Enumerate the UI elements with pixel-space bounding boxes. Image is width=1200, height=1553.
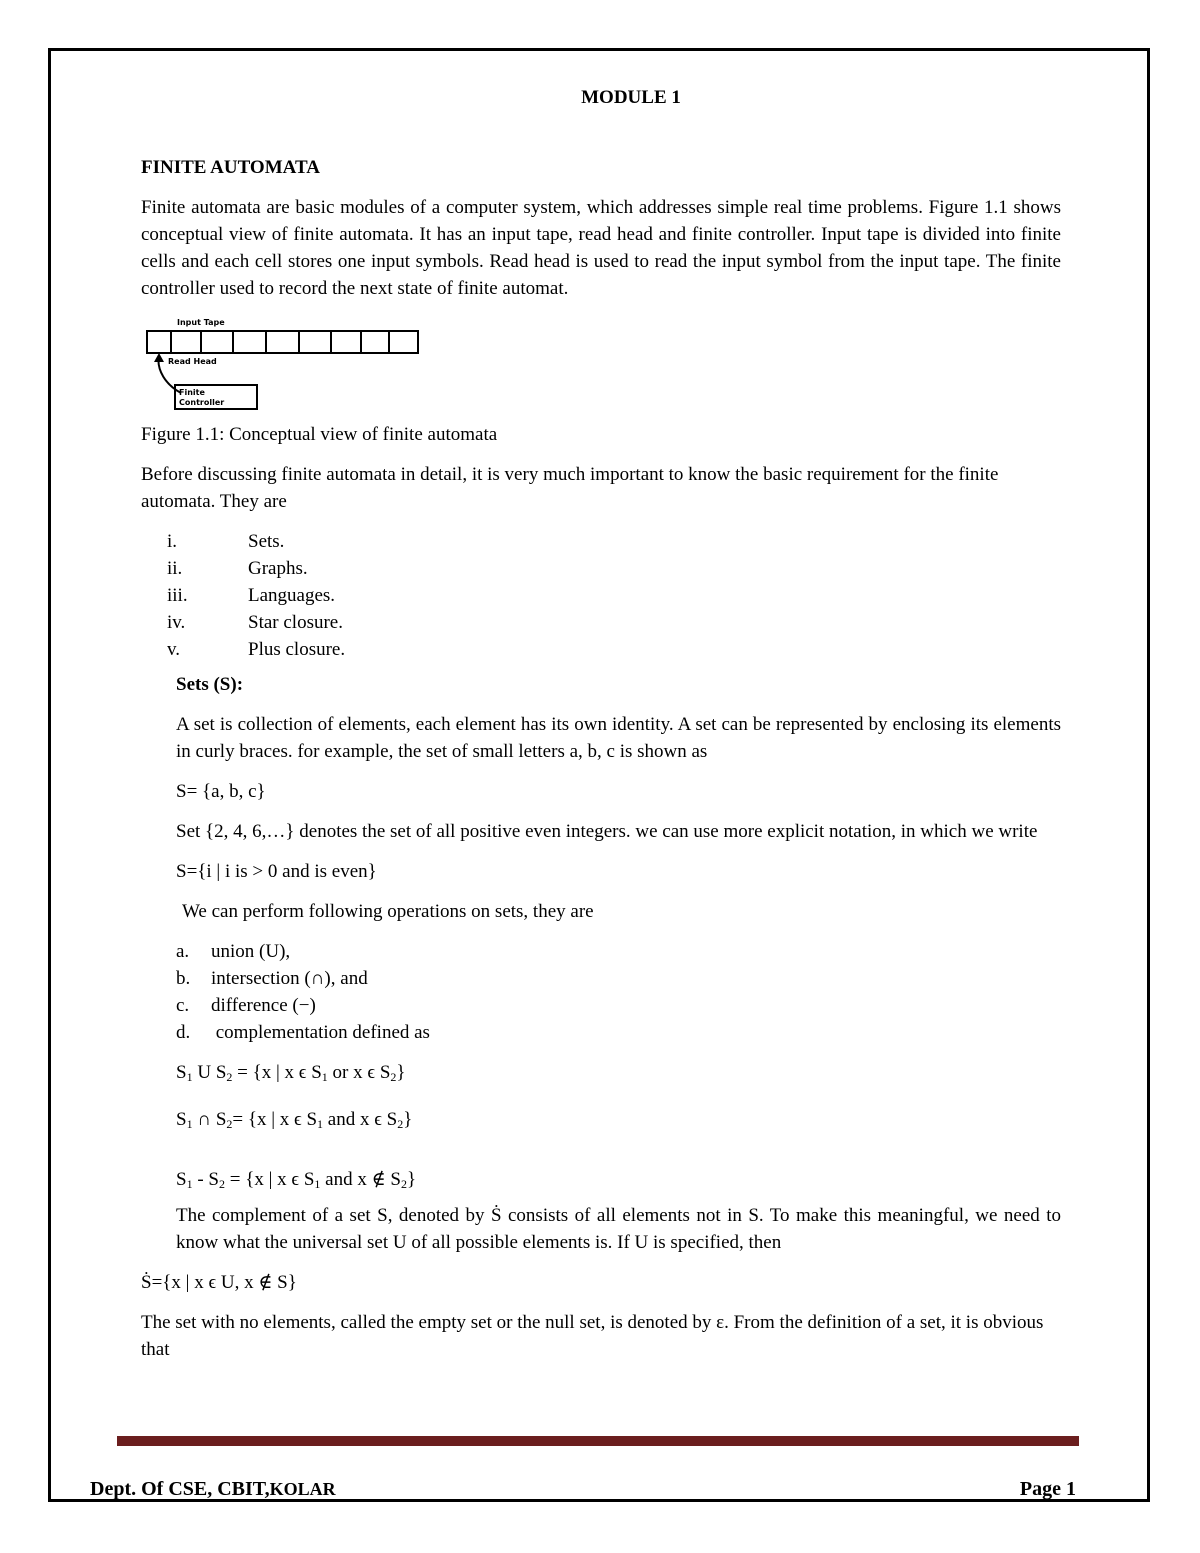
operations-intro: We can perform following operations on sets, they are bbox=[182, 901, 594, 922]
input-tape bbox=[147, 331, 418, 353]
list-item: i. Sets. bbox=[167, 531, 285, 552]
list-item: a. union (U), bbox=[176, 941, 291, 962]
list-item: b. intersection (∩), and bbox=[176, 968, 368, 989]
list-item: ii. Graphs. bbox=[167, 558, 308, 579]
requirements-list bbox=[167, 528, 1061, 663]
read-head-arrowhead bbox=[154, 353, 164, 362]
section-heading: FINITE AUTOMATA bbox=[141, 157, 320, 178]
finite-automata-diagram bbox=[141, 315, 431, 415]
footer-rule bbox=[117, 1436, 1079, 1446]
head-label: Read Head bbox=[168, 357, 217, 366]
list-item: v. Plus closure. bbox=[167, 639, 346, 660]
finite-automata-figure bbox=[141, 315, 1061, 415]
operations-list bbox=[176, 938, 1061, 1046]
empty-set-text: The set with no elements, called the empty set or the null set, is denoted by ε. From the definition of a set, it is obvious that bbox=[141, 1312, 1044, 1360]
set-example: S= {a, b, c} bbox=[176, 781, 266, 802]
even-set-text: Set {2, 4, 6,…} denotes the set of all positive even integers. we can use more explicit notation, in which we write bbox=[176, 821, 1038, 842]
intro-paragraph: Finite automata are basic modules of a computer system, which addresses simple real time problems. Figure 1.1 shows conceptual view of finite automata. It has an input tape, read head and finite controller. Input tape is divided into finite cells and each cell stores one input symbols. Read head is used to read the input symbol from the input tape. The finite controller used to record the next state of finite automat. bbox=[141, 197, 1061, 299]
document-body bbox=[141, 84, 1061, 1376]
tape-label: Input Tape bbox=[177, 318, 225, 327]
complement-text: The complement of a set S, denoted by Ṡ consists of all elements not in S. To make this meaningful, we need to know what the universal set U of all possible elements is. If U is specified, then bbox=[176, 1205, 1061, 1253]
sets-heading: Sets (S): bbox=[176, 674, 244, 695]
list-item: iii. Languages. bbox=[167, 585, 336, 606]
list-item: d. complementation defined as bbox=[176, 1022, 430, 1043]
page-number: Page 1 bbox=[1019, 1478, 1076, 1500]
even-set-notation: S={i | i is > 0 and is even} bbox=[176, 861, 377, 882]
difference-formula: $S_1 - S_2 = \{x$ | x ϵ $S_1$ and x ∉ $S_2$} bbox=[176, 1169, 417, 1191]
list-item: iv. Star closure. bbox=[167, 612, 343, 633]
requirements-intro: Before discussing finite automata in detail, it is very much important to know the basic requirement for the finite automata. They are bbox=[141, 464, 999, 512]
figure-caption: Figure 1.1: Conceptual view of finite automata bbox=[141, 424, 498, 445]
controller-label-2: Controller bbox=[179, 398, 225, 407]
complement-formula: Ṡ={x | x ϵ U, x ∉ S} bbox=[141, 1272, 297, 1293]
intersection-formula: $S_1$ ∩ $S_2= \{x$ | x ϵ $S_1$ and x ϵ $S_2$} bbox=[176, 1109, 413, 1131]
department-label: Dept. Of CSE, CBIT,KOLAR bbox=[90, 1478, 336, 1500]
union-formula: $S_1$ U $S_2 = \{x$ | x ϵ $S_1$ or x ϵ $S_2$} bbox=[176, 1062, 406, 1084]
controller-label-1: Finite bbox=[179, 388, 205, 397]
list-item: c. difference (−) bbox=[176, 995, 316, 1016]
sets-definition: A set is collection of elements, each element has its own identity. A set can be represented by enclosing its elements in curly braces. for example, the set of small letters a, b, c is shown as bbox=[176, 714, 1061, 762]
page-footer bbox=[90, 1478, 1076, 1501]
page-title: MODULE 1 bbox=[581, 87, 681, 108]
